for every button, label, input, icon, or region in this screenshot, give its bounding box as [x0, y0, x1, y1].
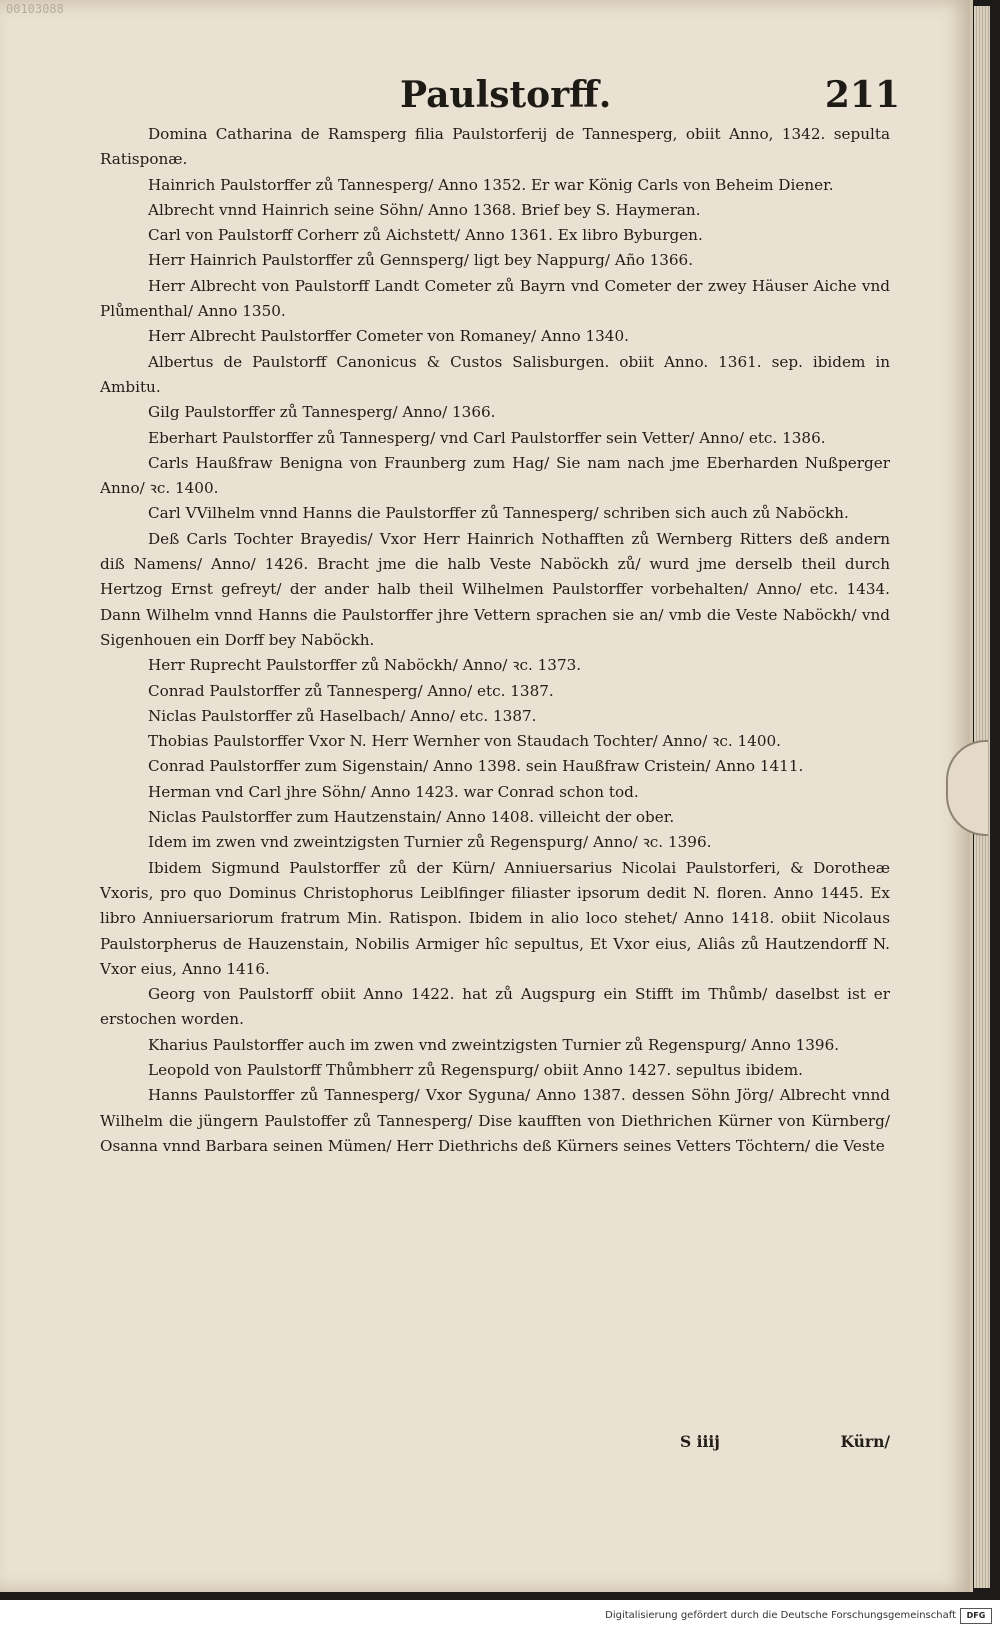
body-text — [100, 122, 890, 1159]
genealogy-entry: Gilg Paulstorffer zů Tannesperg/ Anno/ 1366. — [148, 403, 496, 422]
funding-credit: Digitalisierung gefördert durch die Deutsche Forschungsgemeinschaft — [605, 1610, 956, 1621]
genealogy-entry: Carl VVilhelm vnnd Hanns die Paulstorffer zů Tannesperg/ schriben sich auch zů Naböckh. — [148, 504, 849, 523]
genealogy-entry: Domina Catharina de Ramsperg filia Paulstorferij de Tannesperg, obiit Anno, 1342. sepulta Ratisponæ. — [100, 125, 890, 169]
genealogy-entry: Hainrich Paulstorffer zů Tannesperg/ Anno 1352. Er war König Carls von Beheim Diener. — [148, 175, 834, 194]
genealogy-entry: Herr Hainrich Paulstorffer zů Gennsperg/ ligt bey Nappurg/ Año 1366. — [148, 251, 694, 270]
genealogy-entry: Carls Haußfraw Benigna von Fraunberg zum Hag/ Sie nam nach jme Eberharden Nußperger Anno/ ꝛc. 1400. — [100, 453, 890, 498]
genealogy-entry: Herr Albrecht Paulstorffer Cometer von Romaney/ Anno 1340. — [148, 327, 629, 346]
genealogy-entry: Leopold von Paulstorff Thůmbherr zů Regenspurg/ obiit Anno 1427. sepultus ibidem. — [148, 1060, 803, 1079]
catchword-line — [560, 1432, 890, 1458]
genealogy-entry: Niclas Paulstorffer zů Haselbach/ Anno/ etc. 1387. — [148, 706, 537, 725]
running-head: Paulstorff. — [400, 74, 612, 116]
genealogy-entry: Herr Albrecht von Paulstorff Landt Cometer zů Bayrn vnd Cometer der zwey Häuser Aiche vnd Plůmenthal/ Anno 1350. — [100, 276, 890, 321]
genealogy-entry: Ibidem Sigmund Paulstorffer zů der Kürn/ Anniuersarius Nicolai Paulstorferi, & Dorotheæ Vxoris, pro quo Dominus Christophorus Leiblfinger filiaster ipsorum dedit N. floren. Anno 1445. Ex libro Anniuersariorum fratrum Min. Ratispon. Ibidem in alio loco stehet/ Anno 1418. obiit Nicolaus Paulstorpherus de Hauzenstain, Nobilis Armiger hîc sepultus, Et Vxor eius, Aliâs zů Hautzendorff N. Vxor eius, Anno 1416. — [100, 858, 890, 978]
genealogy-entry: Georg von Paulstorff obiit Anno 1422. hat zů Augspurg ein Stifft im Thůmb/ daselbst ist er erstochen worden. — [100, 985, 890, 1029]
genealogy-entry: Eberhart Paulstorffer zů Tannesperg/ vnd Carl Paulstorffer sein Vetter/ Anno/ etc. 1386. — [148, 428, 826, 447]
genealogy-entry: Deß Carls Tochter Brayedis/ Vxor Herr Hainrich Nothafften zů Wernberg Ritters deß andern diß Namens/ Anno/ 1426. Bracht jme die halb Veste Naböckh zů/ wurd jme derselb theil durch Hertzog Ernst gefreyt/ der ander halb theil Wilhelmen Paulstorffer vorbehalten/ Anno/ etc. 1434. Dann Wilhelm vnnd Hanns die Paulstorffer jhre Vettern sprachen sie an/ vmb die Veste Naböckh/ vnd Sigenhouen ein Dorff bey Naböckh. — [100, 529, 890, 649]
genealogy-entry: Conrad Paulstorffer zum Sigenstain/ Anno 1398. sein Haußfraw Cristein/ Anno 1411. — [148, 757, 804, 776]
genealogy-entry: Carl von Paulstorff Corherr zů Aichstett/ Anno 1361. Ex libro Byburgen. — [148, 226, 703, 245]
page-number: 211 — [824, 74, 900, 116]
genealogy-entry: Hanns Paulstorffer zů Tannesperg/ Vxor Syguna/ Anno 1387. dessen Söhn Jörg/ Albrecht vnnd Wilhelm die jüngern Paulstoffer zů Tannesperg/ Dise kaufften von Diethrichen Kürner von Kürnberg/ Osanna vnnd Barbara seinen Mümen/ Herr Diethrichs deß Kürners seines Vetters Töchtern/ die Veste — [100, 1086, 890, 1155]
genealogy-entry: Idem im zwen vnd zweintzigsten Turnier zů Regenspurg/ Anno/ ꝛc. 1396. — [148, 833, 712, 852]
catchword: Kürn/ — [840, 1432, 890, 1451]
genealogy-entry: Albertus de Paulstorff Canonicus & Custos Salisburgen. obiit Anno. 1361. sep. ibidem in Ambitu. — [100, 352, 890, 396]
genealogy-entry: Kharius Paulstorffer auch im zwen vnd zweintzigsten Turnier zů Regenspurg/ Anno 1396. — [148, 1035, 840, 1054]
genealogy-entry: Herman vnd Carl jhre Söhn/ Anno 1423. war Conrad schon tod. — [148, 782, 639, 801]
digitization-footer — [0, 1600, 1000, 1633]
dfg-logo-icon: DFG — [960, 1608, 992, 1624]
shelfmark-stamp: 00103088 — [6, 2, 64, 16]
genealogy-entry: Niclas Paulstorffer zum Hautzenstain/ Anno 1408. villeicht der ober. — [148, 808, 675, 827]
genealogy-entry: Herr Ruprecht Paulstorffer zů Naböckh/ Anno/ ꝛc. 1373. — [148, 656, 582, 675]
genealogy-entry: Thobias Paulstorffer Vxor N. Herr Wernher von Staudach Tochter/ Anno/ ꝛc. 1400. — [148, 732, 781, 751]
signature-mark: S iiij — [680, 1432, 720, 1451]
genealogy-entry: Conrad Paulstorffer zů Tannesperg/ Anno/ etc. 1387. — [148, 681, 554, 700]
genealogy-entry: Albrecht vnnd Hainrich seine Söhn/ Anno 1368. Brief bey S. Haymeran. — [148, 200, 701, 219]
